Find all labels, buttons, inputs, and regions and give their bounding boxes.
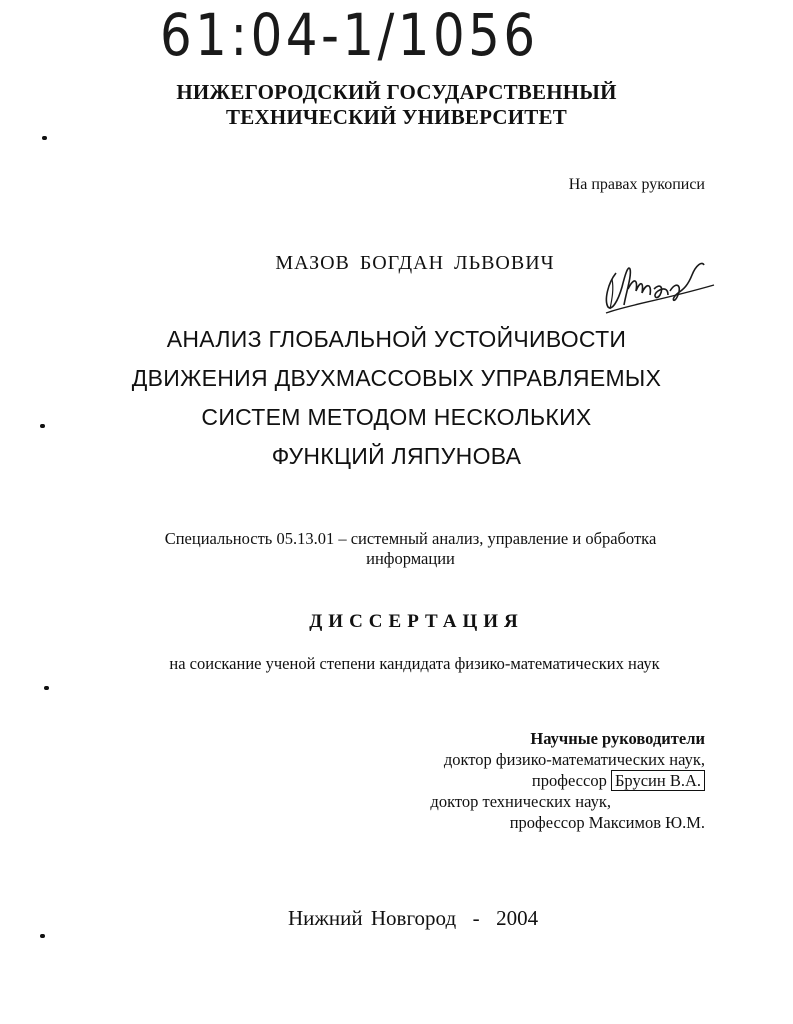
advisor-1-rank: профессор (531, 771, 607, 790)
university-line-1: НИЖЕГОРОДСКИЙ ГОСУДАРСТВЕННЫЙ (176, 80, 617, 104)
advisors-heading: Научные руководители (530, 729, 705, 748)
degree-purpose: на соискание ученой степени кандидата физико-математических наук (169, 654, 660, 673)
margin-mark (44, 686, 49, 690)
advisor-2-line: профессор Максимов Ю.М. (509, 813, 705, 832)
title-line-3: СИСТЕМ МЕТОДОМ НЕСКОЛЬКИХ (201, 404, 592, 430)
title-line-1: АНАЛИЗ ГЛОБАЛЬНОЙ УСТОЙЧИВОСТИ (166, 326, 627, 352)
archive-number: 61:04-1/1056 (160, 1, 539, 69)
margin-mark (40, 934, 45, 938)
margin-mark (42, 136, 47, 140)
university-line-2: ТЕХНИЧЕСКИЙ УНИВЕРСИТЕТ (226, 105, 567, 129)
title-line-4: ФУНКЦИЙ ЛЯПУНОВА (271, 443, 522, 469)
margin-mark (40, 424, 45, 428)
specialty (14, 529, 793, 569)
manuscript-note: На правах рукописи (568, 176, 705, 193)
advisor-1-name: Брусин В.А. (611, 770, 705, 791)
author-signature (598, 255, 718, 317)
specialty-line-1: Специальность 05.13.01 – системный анализ, управление и обработка (164, 529, 657, 548)
author-name: МАЗОВ БОГДАН ЛЬВОВИЧ (275, 252, 555, 274)
university-name (0, 80, 793, 130)
specialty-line-2: информации (366, 549, 455, 568)
advisor-1-degree: доктор физико-математических наук, (443, 750, 705, 769)
advisor-1-line (430, 770, 705, 791)
document-type: ДИССЕРТАЦИЯ (309, 611, 524, 632)
advisor-2-degree: доктор технических наук, (430, 792, 611, 811)
place-and-year: Нижний Новгород - 2004 (288, 906, 539, 930)
advisors-block (430, 728, 705, 833)
dissertation-title (0, 320, 793, 476)
title-line-2: ДВИЖЕНИЯ ДВУХМАССОВЫХ УПРАВЛЯЕМЫХ (131, 365, 662, 391)
